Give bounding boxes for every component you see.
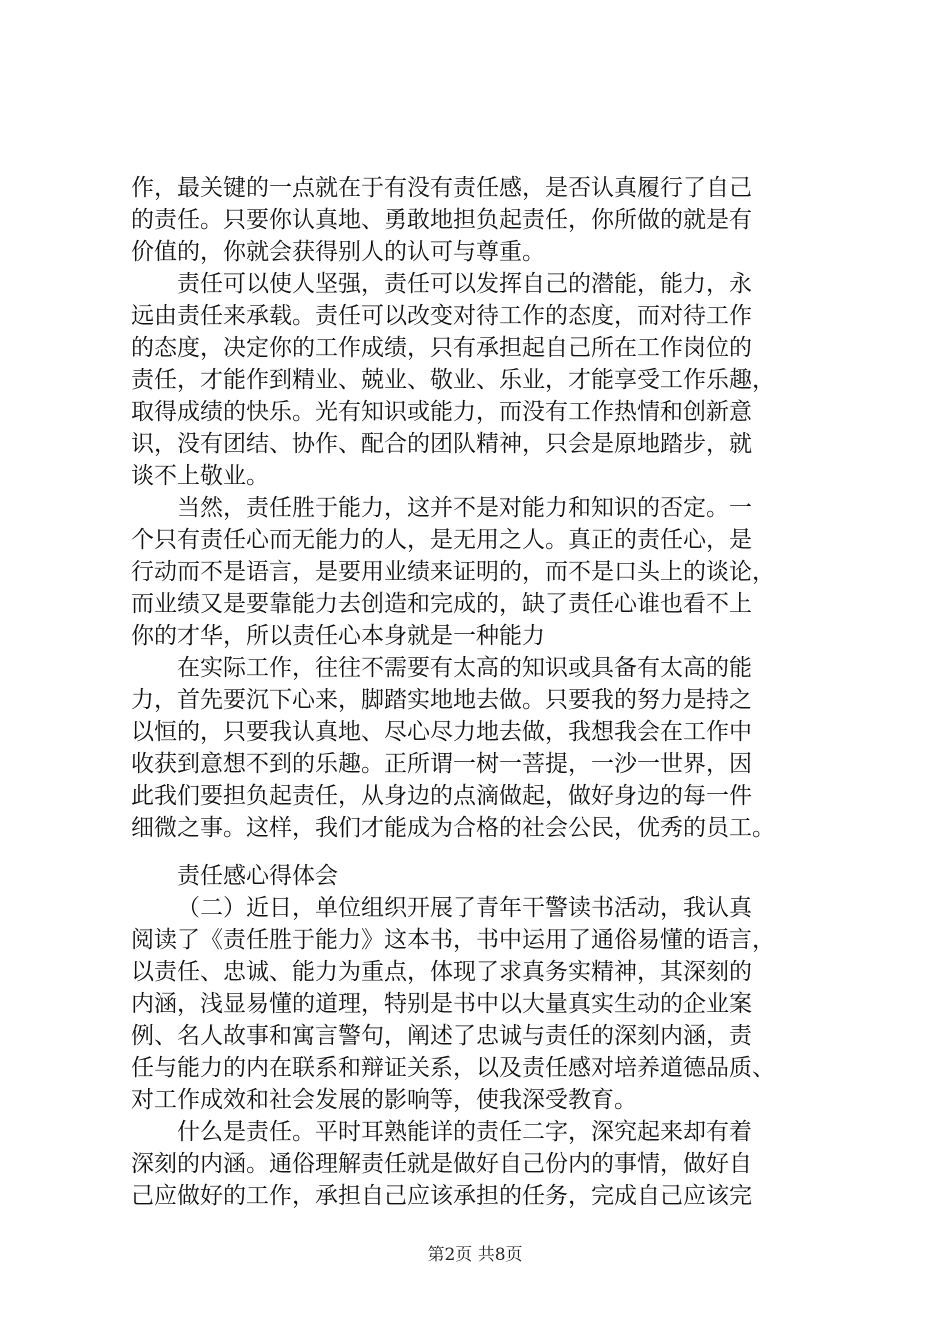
- section-title: 责任感心得体会: [177, 863, 338, 889]
- text-line: 阅读了《责任胜于能力》这本书，书中运用了通俗易懂的语言，: [131, 927, 775, 953]
- text-line: 什么是责任。平时耳熟能详的责任二字，深究起来却有着: [177, 1119, 752, 1145]
- text-line: 识，没有团结、协作、配合的团队精神，只会是原地踏步，就: [131, 431, 752, 457]
- paragraph: [131, 1116, 831, 1212]
- text-line: 例、名人故事和寓言警句，阐述了忠诚与责任的深刻内涵，责: [131, 1023, 752, 1049]
- paragraph-spacer: [131, 844, 831, 860]
- text-line: 你的才华，所以责任心本身就是一种能力: [131, 623, 545, 649]
- text-line: 的态度，决定你的工作成绩，只有承担起自己所在工作岗位的: [131, 335, 752, 361]
- text-line: 在实际工作，往往不需要有太高的知识或具备有太高的能: [177, 655, 752, 681]
- text-line: 作，最关键的一点就在于有没有责任感，是否认真履行了自己: [131, 175, 752, 201]
- text-line: 收获到意想不到的乐趣。正所谓一树一菩提，一沙一世界，因: [131, 751, 752, 777]
- text-line: 责任可以使人坚强，责任可以发挥自己的潜能，能力，永: [177, 271, 752, 297]
- text-line: 价值的，你就会获得别人的认可与尊重。: [131, 239, 545, 265]
- text-line: 以恒的，只要我认真地、尽心尽力地去做，我想我会在工作中: [131, 719, 752, 745]
- paragraph: [131, 268, 831, 492]
- text-line: 责任，才能作到精业、兢业、敬业、乐业，才能享受工作乐趣，: [131, 367, 775, 393]
- text-line: 而业绩又是要靠能力去创造和完成的，缺了责任心谁也看不上: [131, 591, 752, 617]
- text-line: 以责任、忠诚、能力为重点，体现了求真务实精神，其深刻的: [131, 959, 752, 985]
- text-line: 取得成绩的快乐。光有知识或能力，而没有工作热情和创新意: [131, 399, 752, 425]
- page-number-footer: 第2页 共8页: [427, 1245, 523, 1265]
- text-line: 对工作成效和社会发展的影响等，使我深受教育。: [131, 1087, 637, 1113]
- text-line: 此我们要担负起责任，从身边的点滴做起，做好身边的每一件: [131, 783, 752, 809]
- paragraph: [131, 652, 831, 844]
- paragraph: [131, 492, 831, 652]
- text-line: 行动而不是语言，是要用业绩来证明的，而不是口头上的谈论，: [131, 559, 775, 585]
- text-line: 个只有责任心而无能力的人，是无用之人。真正的责任心，是: [131, 527, 752, 553]
- text-line: 深刻的内涵。通俗理解责任就是做好自己份内的事情，做好自: [131, 1151, 752, 1177]
- text-line: 任与能力的内在联系和辩证关系，以及责任感对培养道德品质、: [131, 1055, 775, 1081]
- text-line: 己应做好的工作，承担自己应该承担的任务，完成自己应该完: [131, 1183, 752, 1209]
- text-line: 的责任。只要你认真地、勇敢地担负起责任，你所做的就是有: [131, 207, 752, 233]
- paragraph: [131, 892, 831, 1116]
- text-line: （二）近日，单位组织开展了青年干警读书活动，我认真: [177, 895, 752, 921]
- text-line: 内涵，浅显易懂的道理，特别是书中以大量真实生动的企业案: [131, 991, 752, 1017]
- text-line: 当然，责任胜于能力，这并不是对能力和知识的否定。一: [177, 495, 752, 521]
- document-body: [131, 172, 831, 1212]
- text-line: 远由责任来承载。责任可以改变对待工作的态度，而对待工作: [131, 303, 752, 329]
- paragraph: [131, 172, 831, 268]
- text-line: 谈不上敬业。: [131, 463, 269, 489]
- text-line: 细微之事。这样，我们才能成为合格的社会公民，优秀的员工。: [131, 815, 775, 841]
- text-line: 力，首先要沉下心来，脚踏实地地去做。只要我的努力是持之: [131, 687, 752, 713]
